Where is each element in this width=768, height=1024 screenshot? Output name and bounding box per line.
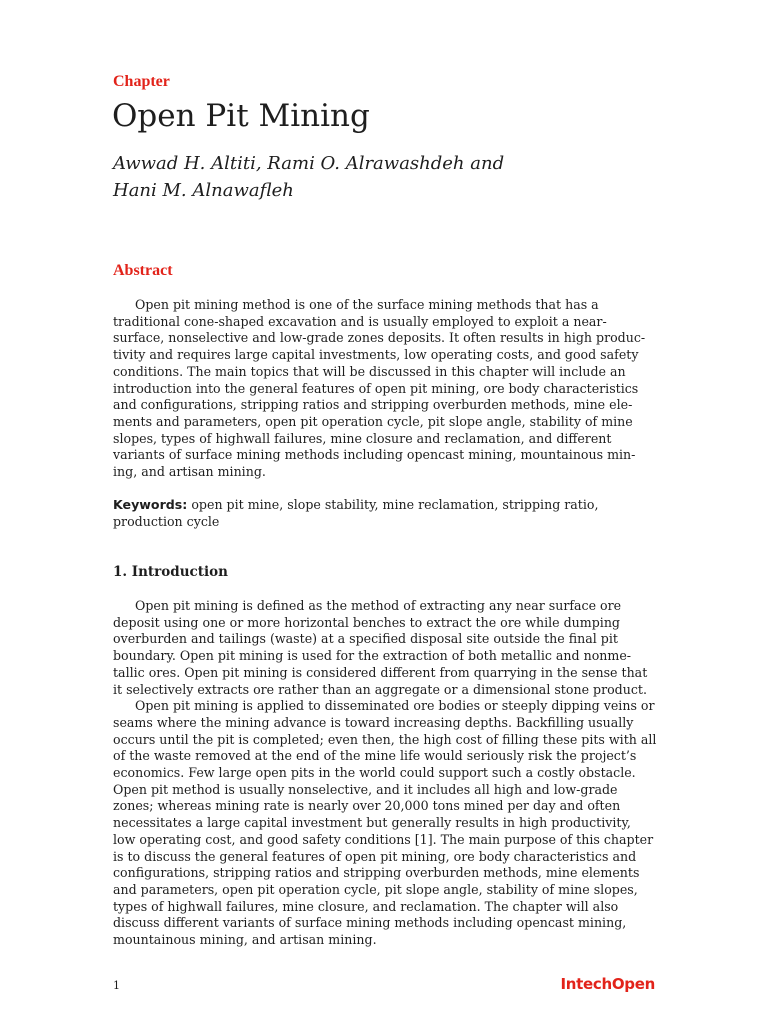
authors-line: Hani M. Alnawafleh	[113, 180, 294, 201]
intro-line: necessitates a large capital investment but generally results in high productivity,	[113, 815, 631, 831]
abstract-line: and configurations, stripping ratios and stripping overburden methods, mine ele-	[113, 397, 633, 413]
section-heading: 1. Introduction	[113, 564, 228, 580]
abstract-line: conditions. The main topics that will be discussed in this chapter will include an	[113, 363, 626, 379]
introduction-body	[113, 598, 661, 949]
intro-line: boundary. Open pit mining is used for the extraction of both metallic and nonme-	[113, 648, 632, 664]
keywords-label: Keywords:	[113, 497, 188, 512]
abstract-line: surface, nonselective and low-grade zones deposits. It often results in high produc-	[113, 330, 646, 346]
publisher-logo: IntechOpen	[560, 975, 655, 993]
intro-line: configurations, stripping ratios and stripping overburden methods, mine elements	[113, 865, 640, 881]
intro-line: discuss different variants of surface mining methods including opencast mining,	[113, 915, 627, 931]
intro-line: types of highwall failures, mine closure, and reclamation. The chapter will also	[113, 898, 619, 914]
keywords-line	[113, 497, 661, 514]
authors	[113, 150, 673, 204]
intro-line: Open pit method is usually nonselective, and it includes all high and low-grade	[113, 781, 618, 797]
authors-line: Awwad H. Altiti, Rami O. Alrawashdeh and	[113, 153, 505, 174]
abstract-line: traditional cone-shaped excavation and is usually employed to exploit a near-	[113, 313, 607, 329]
abstract-heading: Abstract	[113, 262, 173, 279]
keywords-line: production cycle	[113, 513, 220, 529]
abstract-line: tivity and requires large capital investments, low operating costs, and good safety	[113, 347, 639, 363]
intro-line: Open pit mining is applied to disseminated ore bodies or steeply dipping veins or	[135, 698, 655, 714]
intro-line: economics. Few large open pits in the world could support such a costly obstacle.	[113, 765, 636, 781]
intro-line: Open pit mining is defined as the method of extracting any near surface ore	[135, 598, 622, 613]
keywords-text: open pit mine, slope stability, mine reclamation, stripping ratio,	[187, 497, 599, 512]
intro-line: zones; whereas mining rate is nearly over 20,000 tons mined per day and often	[113, 798, 621, 814]
intro-line: it selectively extracts ore rather than an aggregate or a dimensional stone product.	[113, 681, 647, 697]
page-title: Open Pit Mining	[112, 98, 370, 134]
intro-line: overburden and tailings (waste) at a specified disposal site outside the final pit	[113, 631, 618, 647]
page-number: 1	[113, 979, 120, 992]
intro-line: low operating cost, and good safety conditions [1]. The main purpose of this chapter	[113, 831, 654, 847]
intro-line: of the waste removed at the end of the mine life would seriously risk the project’s	[113, 748, 637, 764]
intro-line: is to discuss the general features of open pit mining, ore body characteristics and	[113, 848, 637, 864]
intro-line: deposit using one or more horizontal benches to extract the ore while dumping	[113, 614, 620, 630]
abstract-line: ing, and artisan mining.	[113, 464, 266, 480]
keywords	[113, 497, 661, 530]
abstract-line: slopes, types of highwall failures, mine closure and reclamation, and different	[113, 430, 612, 446]
abstract-body	[113, 297, 661, 481]
abstract-line: variants of surface mining methods including opencast mining, mountainous min-	[113, 447, 636, 463]
intro-line: tallic ores. Open pit mining is considered different from quarrying in the sense that	[113, 664, 648, 680]
abstract-line: Open pit mining method is one of the surface mining methods that has a	[135, 297, 599, 312]
intro-line: and parameters, open pit operation cycle, pit slope angle, stability of mine slopes,	[113, 881, 638, 897]
abstract-line: introduction into the general features of open pit mining, ore body characteristics	[113, 380, 639, 396]
chapter-label: Chapter	[113, 73, 170, 90]
intro-line: mountainous mining, and artisan mining.	[113, 932, 377, 948]
abstract-line: ments and parameters, open pit operation cycle, pit slope angle, stability of mine	[113, 413, 633, 429]
intro-line: seams where the mining advance is toward increasing depths. Backfilling usually	[113, 714, 634, 730]
intro-line: occurs until the pit is completed; even then, the high cost of filling these pits with all	[113, 731, 657, 747]
